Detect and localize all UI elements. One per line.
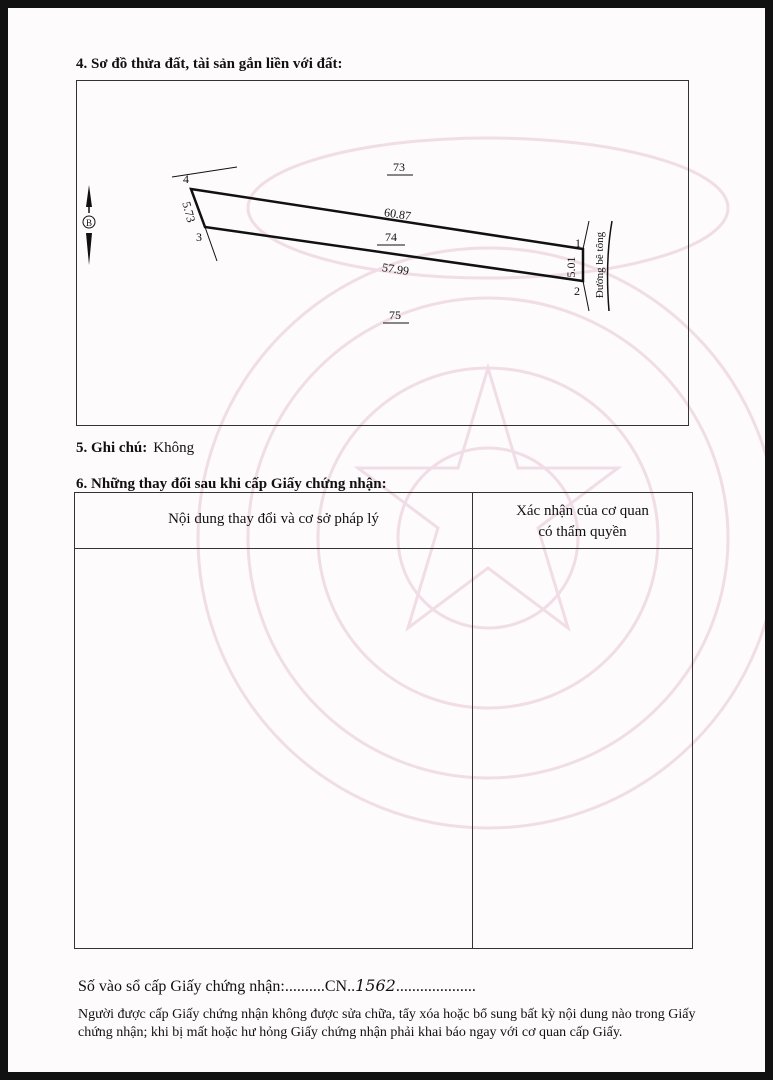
point-2: 2 [574,284,580,298]
point-3: 3 [196,230,202,244]
section-5-note [76,440,194,457]
column-header-changes: Nội dung thay đổi và cơ sở pháp lý [168,511,379,527]
length-top: 60.87 [383,205,413,224]
section-4-title: 4. Sơ đồ thửa đất, tài sản gắn liền với đất: [76,56,343,72]
parcel-75: 75 [389,308,401,322]
section-5-value: Không [153,440,195,456]
register-prefix: CN [324,978,348,995]
register-label: Số vào sổ cấp Giấy chứng nhận: [78,978,285,995]
width-left: 5.73 [179,200,199,224]
section-5-title: 5. Ghi chú: [76,440,148,456]
svg-text:B: B [85,218,93,228]
point-4: 4 [183,172,189,186]
length-bottom: 57.99 [381,260,411,279]
section-6-title: 6. Những thay đổi sau khi cấp Giấy chứng nhận: [76,476,387,492]
certificate-notice: Người được cấp Giấy chứng nhận không được sửa chữa, tẩy xóa hoặc bổ sung bất kỳ nội dung nào trong Giấy chứng nhận; khi bị mất hoặc hư hỏng Giấy chứng nhận phải khai báo ngay với cơ quan cấp Giấy. [78,1007,696,1040]
road-edge [608,221,612,311]
parcel-74: 74 [385,230,397,244]
parcel-73: 73 [393,160,405,174]
point-1: 1 [575,236,581,250]
north-arrow-icon [83,185,95,265]
register-number: 1562 [355,976,396,995]
certificate-page [8,8,765,1072]
register-number-line: Số vào sổ cấp Giấy chứng nhận:..........CN..1562.................... [78,976,476,995]
road-label: Đường bê tông [594,231,606,299]
column-header-confirmation: Xác nhận của cơ quan có thẩm quyền [516,503,649,540]
changes-table [74,492,693,949]
width-right: 5.01 [564,256,578,278]
land-plot-diagram [76,80,689,426]
